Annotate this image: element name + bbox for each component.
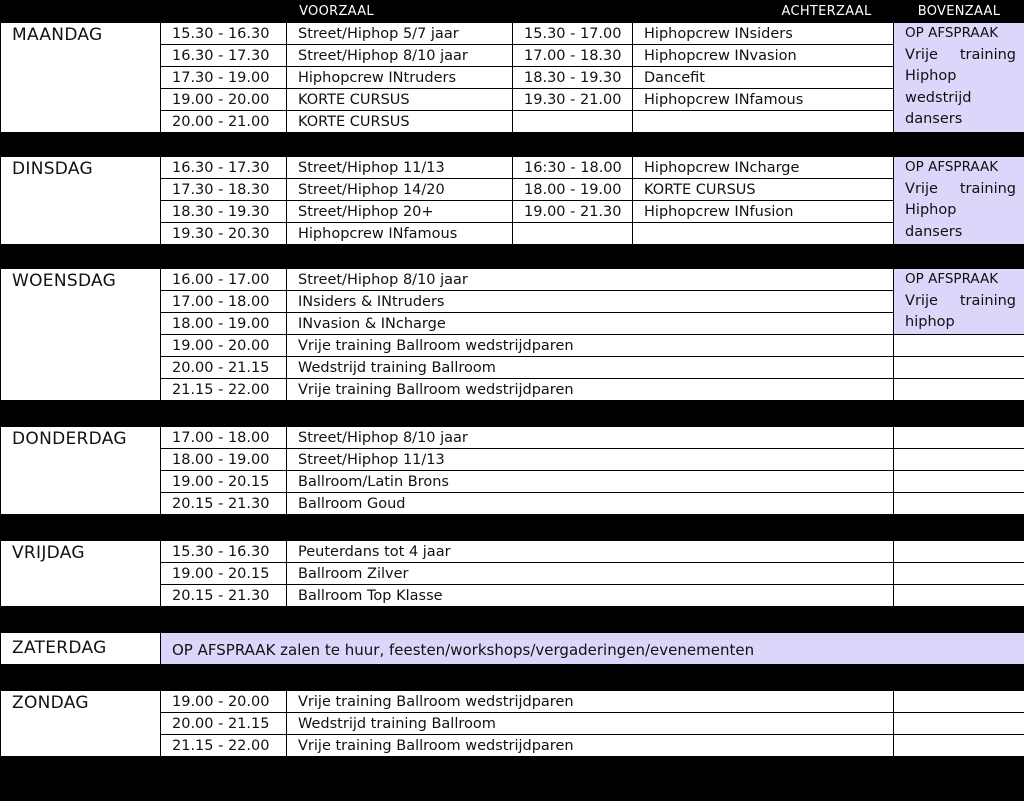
time-cell: 21.15 - 22.00	[161, 735, 287, 757]
day-separator	[1, 133, 1024, 157]
time-cell: 16.00 - 17.00	[161, 269, 287, 291]
bovenzaal-line: OP AFSPRAAK	[905, 271, 999, 287]
class-cell: Dancefit	[633, 67, 894, 89]
class-cell: Hiphopcrew INfusion	[633, 201, 894, 223]
day-label-zondag: ZONDAG	[1, 691, 161, 757]
day-separator	[1, 607, 1024, 633]
table-row	[1, 157, 1024, 179]
time-cell: 20.00 - 21.00	[161, 111, 287, 133]
class-cell	[633, 223, 894, 245]
header-voorzaal: VOORZAAL	[161, 0, 513, 23]
time-cell: 16.30 - 17.30	[161, 157, 287, 179]
class-cell: Ballroom Zilver	[287, 563, 894, 585]
empty-cell	[894, 713, 1024, 735]
class-cell: Hiphopcrew INtruders	[287, 67, 513, 89]
time-cell: 17.30 - 19.00	[161, 67, 287, 89]
empty-cell	[894, 541, 1024, 563]
time-cell: 19.30 - 20.30	[161, 223, 287, 245]
class-cell: Vrije training Ballroom wedstrijdparen	[287, 735, 894, 757]
header-achterzaal: ACHTERZAAL	[513, 0, 894, 23]
time-cell: 17.30 - 18.30	[161, 179, 287, 201]
bovenzaal-line: hiphop	[905, 314, 955, 330]
day-label-donderdag: DONDERDAG	[1, 427, 161, 515]
time-cell: 16:30 - 18.00	[513, 157, 633, 179]
class-cell: INvasion & INcharge	[287, 313, 894, 335]
table-row	[1, 23, 1024, 45]
class-cell: Hiphopcrew INvasion	[633, 45, 894, 67]
class-cell: KORTE CURSUS	[287, 89, 513, 111]
time-cell: 20.15 - 21.30	[161, 585, 287, 607]
day-separator	[1, 665, 1024, 691]
time-cell: 18.00 - 19.00	[513, 179, 633, 201]
bovenzaal-maandag	[894, 23, 1024, 133]
time-cell: 19.00 - 20.00	[161, 691, 287, 713]
class-cell: Wedstrijd training Ballroom	[287, 357, 894, 379]
bovenzaal-line: Vrije training	[905, 292, 1017, 309]
class-cell: Ballroom/Latin Brons	[287, 471, 894, 493]
day-label-maandag: MAANDAG	[1, 23, 161, 133]
time-cell: 17.00 - 18.30	[513, 45, 633, 67]
bovenzaal-woensdag	[894, 269, 1024, 335]
time-cell: 18.00 - 19.00	[161, 449, 287, 471]
class-cell: Vrije training Ballroom wedstrijdparen	[287, 335, 894, 357]
class-cell: Street/Hiphop 8/10 jaar	[287, 45, 513, 67]
header-row	[1, 0, 1024, 23]
class-cell: Street/Hiphop 5/7 jaar	[287, 23, 513, 45]
day-label-dinsdag: DINSDAG	[1, 157, 161, 245]
bovenzaal-line: Vrije training	[905, 46, 1017, 63]
day-separator	[1, 401, 1024, 427]
table-row	[1, 269, 1024, 291]
class-cell: KORTE CURSUS	[287, 111, 513, 133]
class-cell: Peuterdans tot 4 jaar	[287, 541, 894, 563]
class-cell: Ballroom Goud	[287, 493, 894, 515]
class-cell: Vrije training Ballroom wedstrijdparen	[287, 691, 894, 713]
empty-cell	[894, 585, 1024, 607]
bovenzaal-dinsdag	[894, 157, 1024, 245]
table-row	[1, 633, 1024, 665]
empty-cell	[894, 691, 1024, 713]
time-cell: 19.00 - 20.15	[161, 563, 287, 585]
empty-cell	[894, 471, 1024, 493]
time-cell: 15.30 - 16.30	[161, 23, 287, 45]
day-label-zaterdag: ZATERDAG	[1, 633, 161, 665]
empty-cell	[894, 493, 1024, 515]
time-cell: 18.30 - 19.30	[513, 67, 633, 89]
class-cell: Hiphopcrew INfamous	[633, 89, 894, 111]
class-cell: Hiphopcrew INsiders	[633, 23, 894, 45]
header-spacer	[1, 0, 161, 23]
empty-cell	[894, 449, 1024, 471]
bovenzaal-line: dansers	[905, 111, 963, 127]
class-cell: Hiphopcrew INfamous	[287, 223, 513, 245]
time-cell	[513, 223, 633, 245]
day-label-woensdag: WOENSDAG	[1, 269, 161, 401]
time-cell: 15.30 - 16.30	[161, 541, 287, 563]
class-cell: Wedstrijd training Ballroom	[287, 713, 894, 735]
class-cell: Street/Hiphop 11/13	[287, 157, 513, 179]
day-separator	[1, 245, 1024, 269]
class-cell: Hiphopcrew INcharge	[633, 157, 894, 179]
class-cell: Street/Hiphop 14/20	[287, 179, 513, 201]
time-cell: 18.00 - 19.00	[161, 313, 287, 335]
empty-cell	[894, 357, 1024, 379]
time-cell: 19.00 - 20.15	[161, 471, 287, 493]
time-cell: 19.00 - 21.30	[513, 201, 633, 223]
time-cell: 20.15 - 21.30	[161, 493, 287, 515]
empty-cell	[894, 427, 1024, 449]
empty-cell	[894, 735, 1024, 757]
empty-cell	[894, 335, 1024, 357]
class-cell: Street/Hiphop 8/10 jaar	[287, 427, 894, 449]
time-cell: 19.00 - 20.00	[161, 89, 287, 111]
time-cell: 16.30 - 17.30	[161, 45, 287, 67]
time-cell: 20.00 - 21.15	[161, 357, 287, 379]
day-label-vrijdag: VRIJDAG	[1, 541, 161, 607]
bovenzaal-line: Hiphop	[905, 202, 957, 218]
class-cell: KORTE CURSUS	[633, 179, 894, 201]
time-cell: 15.30 - 17.00	[513, 23, 633, 45]
class-cell: Ballroom Top Klasse	[287, 585, 894, 607]
header-bovenzaal: BOVENZAAL	[894, 0, 1024, 23]
table-row	[1, 691, 1024, 713]
time-cell: 17.00 - 18.00	[161, 427, 287, 449]
bovenzaal-line: OP AFSPRAAK	[905, 159, 999, 175]
time-cell: 20.00 - 21.15	[161, 713, 287, 735]
time-cell: 21.15 - 22.00	[161, 379, 287, 401]
bovenzaal-line: Hiphop	[905, 68, 957, 84]
bovenzaal-line: dansers	[905, 223, 963, 240]
class-cell: Street/Hiphop 11/13	[287, 449, 894, 471]
class-cell	[633, 111, 894, 133]
time-cell: 17.00 - 18.00	[161, 291, 287, 313]
table-row	[1, 427, 1024, 449]
class-cell: Street/Hiphop 20+	[287, 201, 513, 223]
bovenzaal-line: OP AFSPRAAK	[905, 25, 999, 41]
zaterdag-note: OP AFSPRAAK zalen te huur, feesten/workshops/vergaderingen/evenementen	[161, 633, 1024, 665]
bovenzaal-line: wedstrijd	[905, 89, 972, 106]
time-cell: 19.30 - 21.00	[513, 89, 633, 111]
time-cell: 19.00 - 20.00	[161, 335, 287, 357]
class-cell: INsiders & INtruders	[287, 291, 894, 313]
table-row	[1, 541, 1024, 563]
empty-cell	[894, 563, 1024, 585]
class-cell: Vrije training Ballroom wedstrijdparen	[287, 379, 894, 401]
class-cell: Street/Hiphop 8/10 jaar	[287, 269, 894, 291]
day-separator	[1, 515, 1024, 541]
empty-cell	[894, 379, 1024, 401]
time-cell	[513, 111, 633, 133]
time-cell: 18.30 - 19.30	[161, 201, 287, 223]
bovenzaal-line: Vrije training	[905, 180, 1017, 197]
